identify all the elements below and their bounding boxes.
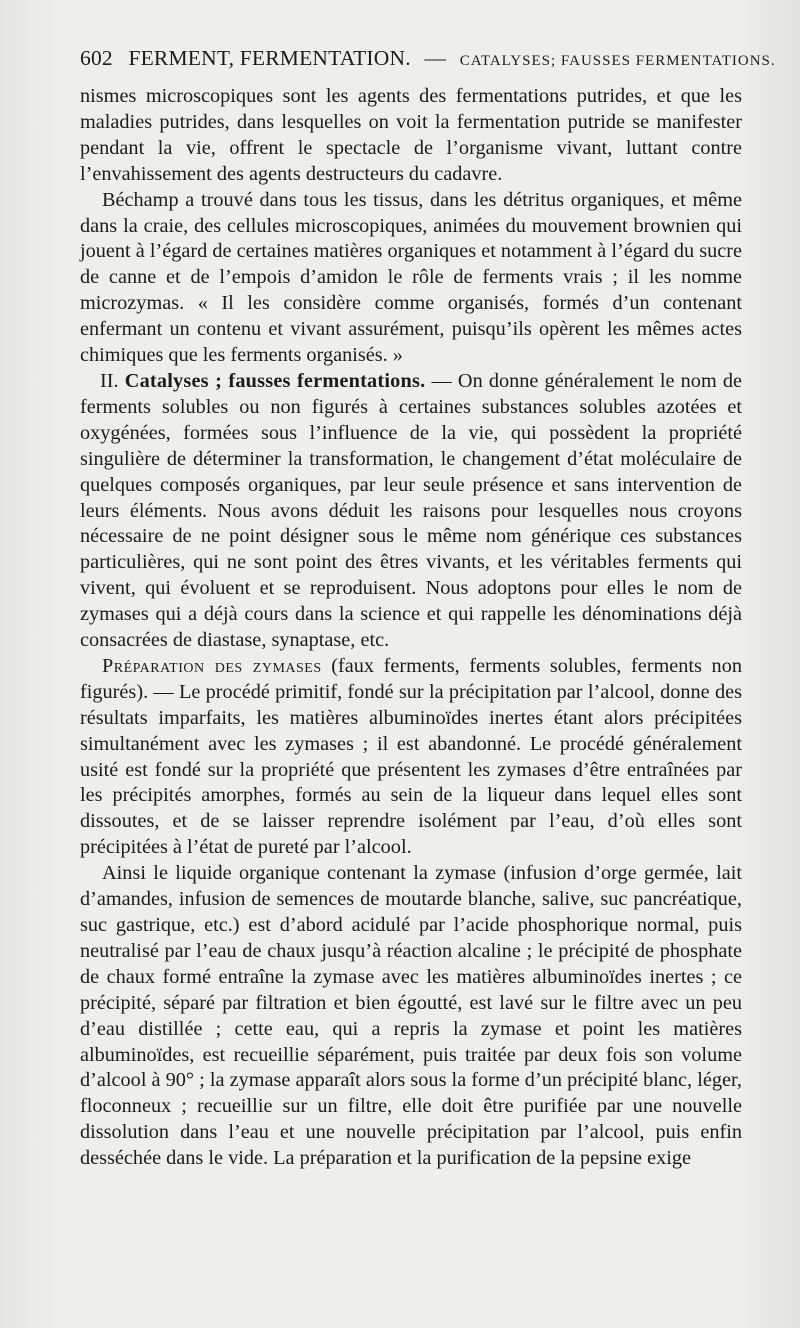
paragraph-preparation — [80, 654, 742, 861]
section-heading: Catalyses ; fausses fermentations. — [124, 369, 426, 392]
header-title: FERMENT, FERMENTATION. — [128, 46, 411, 70]
paragraph-text: (faux ferments, ferments solubles, ferments non figurés). — Le procédé primitif, fondé sur la précipitation par l’alcool, donne des résultats imparfaits, les matières albuminoïdes inertes étant alors précipitées simultanément avec les zymases ; il est abandonné. Le procédé généralement usité est fondé sur la propriété que présentent les zymases d’être entraînées par les précipités amorphes, formés au sein de la liqueur dans lequel elles sont dissoutes, et de se laisser reprendre isolément par l’eau, d’où elles sont précipitées à l’état de pureté par l’alcool. — [80, 654, 742, 859]
paragraph-text: — On donne généralement le nom de ferments solubles ou non figurés à certaines substances solubles azotées et oxygénées, formées sous l’influence de la vie, qui possèdent la propriété singulière de déterminer la transformation, le changement d’état moléculaire de quelques composés organiques, par leur seule présence et sans intervention de leurs éléments. Nous avons déduit les raisons pour lesquelles nous croyons nécessaire de ne point désigner sous le même nom générique ces substances particulières, qui ne sont point des êtres vivants, et les véritables ferments qui vivent, qui évoluent et se reproduisent. Nous adoptons pour elles le nom de zymases qui a déjà cours dans la science et qui rappelle les dénominations déjà consacrées de diastase, synaptase, etc. — [80, 369, 743, 652]
paragraph-bechamp — [80, 188, 742, 369]
paragraph-text: Ainsi le liquide organique contenant la zymase (infusion d’orge germée, lait d’amandes, infusion de semences de moutarde blanche, salive, suc pancréatique, suc gastrique, etc.) est d’abord acidulé par l’acide phosphorique normal, puis neutralisé par l’eau de chaux jusqu’à réaction alcaline ; le précipité de phosphate de chaux formé entraîne la zymase avec les matières albuminoïdes inertes ; ce précipité, séparé par filtration et bien égoutté, est lavé sur le filtre avec un peu d’eau distillée ; cette eau, qui a repris la zymase et point les matières albuminoïdes, est recueillie séparément, puis traitée par deux fois son volume d’alcool à 90° ; la zymase apparaît alors sous la forme d’un précipité blanc, léger, floconneux ; recueillie sur un filtre, elle doit être purifiée par une nouvelle dissolution dans l’eau et une nouvelle précipitation par l’alcool, puis enfin desséchée dans le vide. La préparation et la purification de la pepsine exige — [80, 862, 742, 1170]
paragraph-text: nismes microscopiques sont les agents des fermentations putrides, et que les maladies putrides, dans lesquelles on voit la fermentation putride se manifester pendant la vie, offrent le spectacle de l’organisme vivant, luttant contre l’envahissement des agents destructeurs du cadavre. — [80, 85, 742, 185]
page-number: 602 — [80, 46, 113, 70]
body-text — [80, 84, 742, 1172]
header-dash: — — [424, 46, 447, 70]
running-header — [80, 46, 776, 71]
header-subtitle: CATALYSES; FAUSSES FERMENTATIONS. — [459, 53, 776, 69]
paragraph-text: Béchamp a trouvé dans tous les tissus, dans les détritus organiques, et même dans la craie, des cellules microscopiques, animées du mouvement brownien qui jouent à l’égard de certaines matières organiques et notamment à l’égard du sucre de canne et de l’empois d’amidon le rôle de ferments vrais ; il les nomme microzymas. « Il les considère comme organisés, formés d’un contenant enfermant un contenu et vivant assurément, puisqu’ils opèrent les mêmes actes chimiques que les ferments organisés. » — [80, 188, 742, 367]
subsection-heading: Préparation des zymases — [102, 654, 322, 677]
paragraph-continuation — [80, 84, 742, 188]
paragraph-procedure — [80, 861, 742, 1172]
section-catalyses — [80, 369, 742, 654]
section-number: II. — [100, 369, 119, 392]
